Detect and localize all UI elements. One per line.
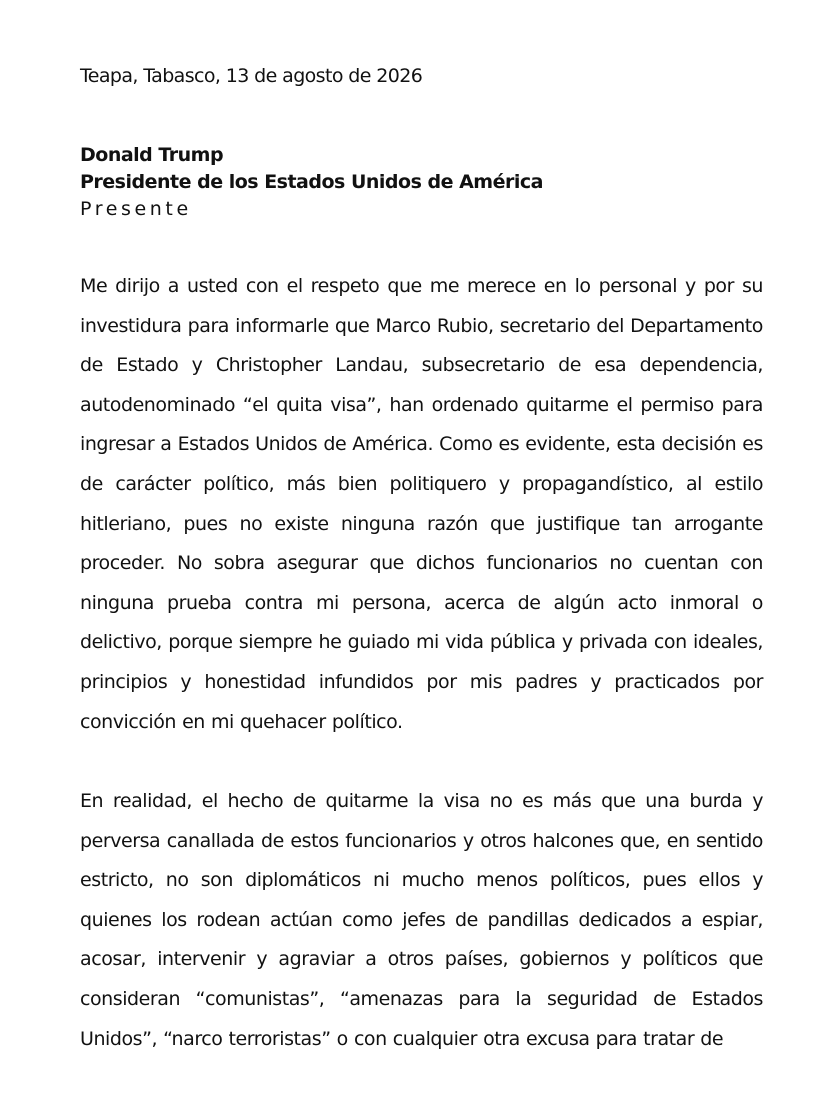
body-paragraph-2-container bbox=[80, 782, 763, 1059]
body-paragraph: Me dirijo a usted con el respeto que me merece en lo personal y por su investidura para informarle que Marco Rubio, secretario del Departamento de Estado y Christopher Landau, subsecretario de esa dependencia, autodenominado “el quita visa”, han ordenado quitarme el permiso para ingresar a Estados Unidos de América. Como es evidente, esta decisión es de carácter político, más bien politiquero y propagandístico, al estilo hitleriano, pues no existe ninguna razón que justifique tan arrogante proceder. No sobra asegurar que dichos funcionarios no cuentan con ninguna prueba contra mi persona, acerca de algún acto inmoral o delictivo, porque siempre he guiado mi vida pública y privada con ideales, principios y honestidad infundidos por mis padres y practicados por convicción en mi quehacer político. bbox=[80, 275, 763, 733]
recipient-name: Donald Trump bbox=[80, 144, 224, 166]
salutation: Presente bbox=[80, 198, 192, 220]
body-paragraph: En realidad, el hecho de quitarme la visa no es más que una burda y perversa canallada de estos funcionarios y otros halcones que, en sentido estricto, no son diplomáticos ni mucho menos políticos, pues ellos y quienes los rodean actúan como jefes de pandillas dedicados a espiar, acosar, intervenir y agraviar a otros países, gobiernos y políticos que consideran “comunistas”, “amenazas para la seguridad de Estados Unidos”, “narco terroristas” o con cualquier otra excusa para tratar de bbox=[80, 790, 763, 1050]
date-line: Teapa, Tabasco, 13 de agosto de 2026 bbox=[80, 65, 423, 87]
recipient-block bbox=[80, 142, 780, 223]
body-paragraph-1-container bbox=[80, 267, 763, 742]
recipient-title: Presidente de los Estados Unidos de América bbox=[80, 171, 543, 193]
